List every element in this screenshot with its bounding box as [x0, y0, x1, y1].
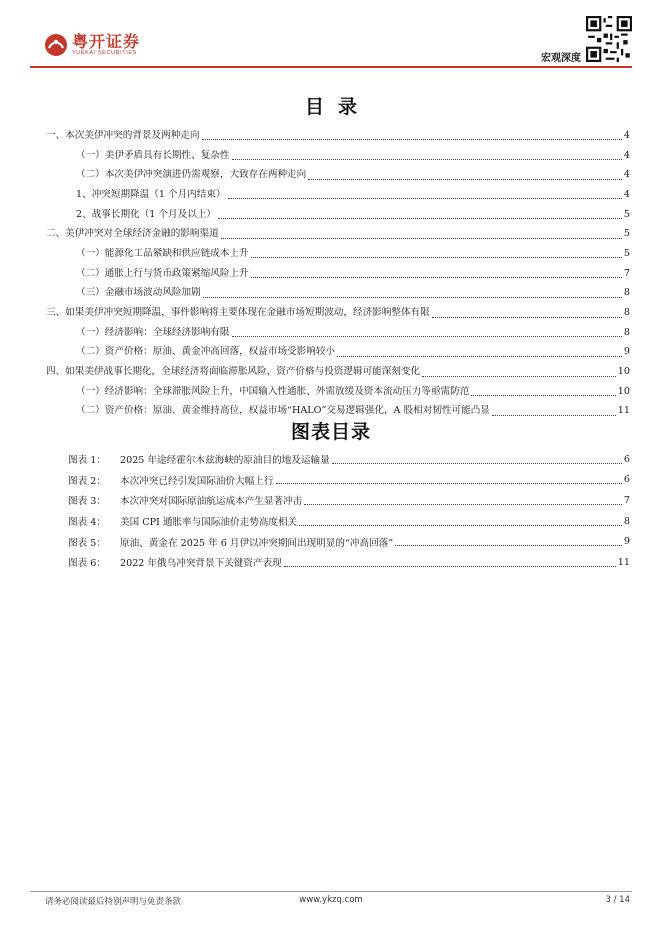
toc-entry-page: 4 — [623, 149, 630, 161]
figure-entry-label: 图表 4： — [68, 517, 106, 529]
figure-entry-label: 图表 1： — [68, 455, 106, 467]
figure-entry-page: 6 — [623, 453, 630, 465]
figure-list — [68, 449, 630, 573]
toc-leader-dots — [218, 210, 622, 219]
figure-entry[interactable] — [68, 552, 630, 573]
figure-entry[interactable] — [68, 511, 630, 532]
toc-leader-dots — [422, 368, 616, 377]
figure-entry[interactable] — [68, 470, 630, 491]
toc-entry[interactable] — [46, 343, 630, 363]
figure-leader-dots — [276, 475, 622, 484]
toc-entry-title: 四、如果美伊战事长期化，全球经济将面临滞胀风险，资产价格与投资逻辑可能深刻变化 — [46, 366, 421, 378]
figure-entry-title: 原油、黄金在 2025 年 6 月伊以冲突期间出现明显的“冲高回落” — [120, 537, 394, 549]
figure-entry-title: 本次冲突对国际原油航运成本产生显著冲击 — [120, 496, 303, 508]
header-divider — [30, 66, 632, 68]
toc-entry-title: 一、本次美伊冲突的背景及两种走向 — [46, 129, 200, 141]
figure-leader-dots — [284, 558, 616, 567]
toc-entry-title: （二）资产价格：原油、黄金维持高位，权益市场“HALO”交易逻辑强化，A 股相对韧性可能凸显 — [76, 405, 490, 417]
toc-entry-title: 1、冲突短期降温（1 个月内结束） — [76, 188, 226, 200]
toc-entry[interactable] — [46, 382, 630, 402]
figure-entry-label: 图表 2： — [68, 475, 106, 487]
toc-entry[interactable] — [46, 244, 630, 264]
toc-entry-title: （一）美伊矛盾具有长期性、复杂性 — [76, 149, 230, 161]
qr-code-icon — [586, 16, 632, 62]
figure-entry-title: 本次冲突已经引发国际油价大幅上行 — [120, 475, 274, 487]
toc-entry-page: 8 — [623, 307, 630, 319]
toc-entry-title: （二）本次美伊冲突演进仍需观察，大致存在两种走向 — [76, 169, 307, 181]
toc-entry-page: 5 — [623, 247, 630, 259]
company-logo — [44, 33, 140, 57]
figure-entry-label: 图表 5： — [68, 537, 106, 549]
toc-entry-title: （一）能源化工品紧缺和供应链成本上升 — [76, 247, 249, 259]
toc-leader-dots — [251, 249, 622, 258]
toc-entry-title: （二）通胀上行与货币政策紧缩风险上升 — [76, 267, 249, 279]
page-header — [0, 0, 662, 72]
toc-entry[interactable] — [46, 323, 630, 343]
footer-page-number: 3 / 14 — [605, 895, 630, 905]
report-category: 宏观深度 — [541, 53, 581, 64]
logo-chinese-name: 粤开证券 — [72, 32, 141, 51]
toc-leader-dots — [232, 151, 622, 160]
figure-entry-label: 图表 3： — [68, 496, 106, 508]
toc-entry[interactable] — [46, 126, 630, 146]
toc-leader-dots — [492, 407, 616, 416]
toc-entry-title: （一）经济影响：全球经济影响有限 — [76, 326, 230, 338]
toc-leader-dots — [203, 289, 622, 298]
figure-entry-page: 11 — [617, 556, 630, 568]
toc-title: 目录 — [304, 96, 371, 118]
toc-leader-dots — [471, 387, 615, 396]
toc-entry[interactable] — [46, 205, 630, 225]
footer-website[interactable]: www.ykzq.com — [299, 895, 363, 905]
toc-list — [46, 126, 630, 421]
logo-mark-icon — [44, 33, 68, 57]
figure-entry-label: 图表 6： — [68, 558, 106, 570]
toc-entry-page: 11 — [617, 405, 630, 417]
toc-leader-dots — [202, 131, 622, 140]
toc-entry-page: 5 — [623, 228, 630, 240]
toc-leader-dots — [251, 269, 622, 278]
toc-entry-title: （一）经济影响：全球滞胀风险上升，中国输入性通胀、外需放缓及资本流动压力等亟需防范 — [76, 385, 470, 397]
toc-entry[interactable] — [46, 362, 630, 382]
figure-leader-dots — [332, 455, 622, 464]
toc-entry-page: 7 — [623, 267, 630, 279]
toc-entry-page: 4 — [623, 188, 630, 200]
figure-entry-page: 8 — [623, 515, 630, 527]
toc-leader-dots — [232, 328, 622, 337]
toc-entry-page: 5 — [623, 208, 630, 220]
figure-leader-dots — [395, 537, 622, 546]
toc-entry-page: 10 — [617, 366, 630, 378]
figure-entry-page: 6 — [623, 474, 630, 486]
figure-entry-page: 7 — [623, 494, 630, 506]
footer-disclaimer[interactable]: 请务必阅读最后特别声明与免责条款 — [45, 897, 182, 907]
toc-leader-dots — [432, 309, 622, 318]
toc-entry[interactable] — [46, 185, 630, 205]
figure-entry[interactable] — [68, 531, 630, 552]
toc-entry-page: 4 — [623, 129, 630, 141]
logo-english-name: YUEKAI SECURITIES — [72, 50, 137, 56]
figure-leader-dots — [299, 517, 622, 526]
toc-entry[interactable] — [46, 224, 630, 244]
figure-entry-page: 9 — [623, 536, 630, 548]
toc-entry-title: 2、战事长期化（1 个月及以上） — [76, 208, 216, 220]
toc-leader-dots — [228, 190, 622, 199]
figure-list-title: 图表目录 — [290, 421, 371, 443]
toc-entry[interactable] — [46, 284, 630, 304]
figure-entry[interactable] — [68, 490, 630, 511]
toc-entry-title: （二）资产价格：原油、黄金冲高回落，权益市场受影响较小 — [76, 346, 336, 358]
toc-entry[interactable] — [46, 146, 630, 166]
toc-entry-page: 8 — [623, 287, 630, 299]
toc-entry-title: （三）金融市场波动风险加剧 — [76, 287, 201, 299]
toc-leader-dots — [308, 171, 622, 180]
toc-leader-dots — [221, 230, 622, 239]
toc-leader-dots — [337, 348, 622, 357]
toc-entry[interactable] — [46, 165, 630, 185]
figure-leader-dots — [304, 496, 622, 505]
toc-entry-page: 8 — [623, 326, 630, 338]
figure-entry-title: 美国 CPI 通胀率与国际油价走势高度相关 — [120, 517, 298, 529]
toc-entry[interactable] — [46, 303, 630, 323]
figure-entry[interactable] — [68, 449, 630, 470]
figure-entry-title: 2022 年俄乌冲突背景下关键资产表现 — [120, 558, 282, 570]
toc-entry-title: 三、如果美伊冲突短期降温，事件影响将主要体现在金融市场短期波动，经济影响整体有限 — [46, 307, 430, 319]
toc-entry-title: 二、美伊冲突对全球经济金融的影响渠道 — [46, 228, 219, 240]
toc-entry-page: 4 — [623, 169, 630, 181]
toc-entry-page: 10 — [617, 385, 630, 397]
toc-entry[interactable] — [46, 264, 630, 284]
figure-entry-title: 2025 年途经霍尔木兹海峡的原油目的地及运输量 — [120, 455, 330, 467]
toc-entry-page: 9 — [623, 346, 630, 358]
footer-divider — [30, 891, 632, 892]
